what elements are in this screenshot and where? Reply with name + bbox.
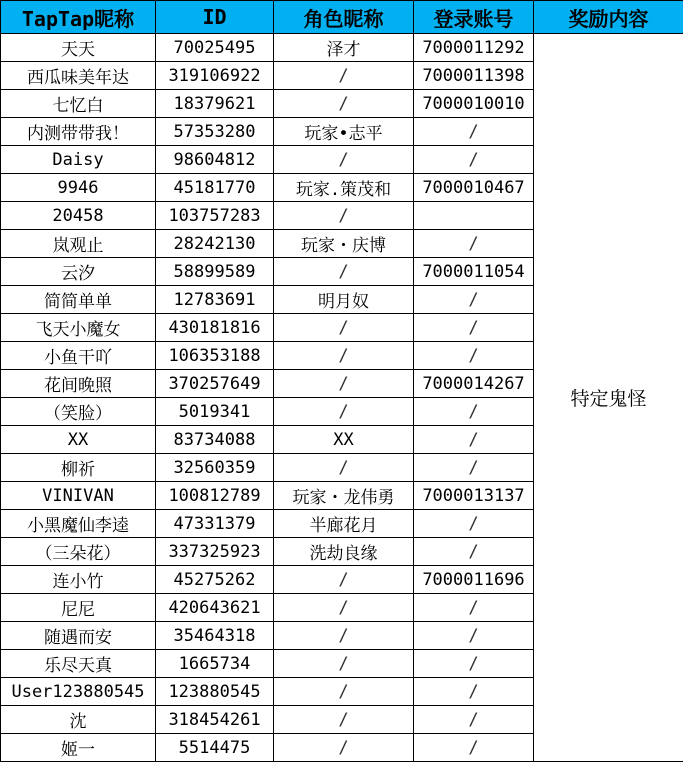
- taptap-nickname-cell: 9946: [1, 174, 156, 202]
- role-nickname-cell: /: [274, 622, 414, 650]
- login-account-cell: /: [414, 118, 534, 146]
- login-account-cell: /: [414, 398, 534, 426]
- login-account-cell: /: [414, 538, 534, 566]
- id-cell: 1665734: [156, 650, 274, 678]
- taptap-nickname-cell: 小黑魔仙李逵: [1, 510, 156, 538]
- login-account-cell: /: [414, 230, 534, 258]
- taptap-nickname-cell: 沈: [1, 706, 156, 734]
- login-account-cell: /: [414, 286, 534, 314]
- role-nickname-cell: /: [274, 314, 414, 342]
- id-cell: 32560359: [156, 454, 274, 482]
- login-account-cell: 7000011398: [414, 62, 534, 90]
- taptap-nickname-cell: 简简单单: [1, 286, 156, 314]
- role-nickname-cell: 半廊花月: [274, 510, 414, 538]
- role-nickname-cell: 玩家・庆博: [274, 230, 414, 258]
- login-account-cell: 7000010010: [414, 90, 534, 118]
- taptap-nickname-cell: Daisy: [1, 146, 156, 174]
- role-nickname-cell: /: [274, 258, 414, 286]
- taptap-nickname-cell: User123880545: [1, 678, 156, 706]
- id-cell: 47331379: [156, 510, 274, 538]
- login-account-cell: /: [414, 342, 534, 370]
- role-nickname-cell: 泽才: [274, 34, 414, 62]
- login-account-cell: 7000010467: [414, 174, 534, 202]
- table-body: [1, 34, 683, 762]
- id-cell: 28242130: [156, 230, 274, 258]
- login-account-cell: /: [414, 622, 534, 650]
- role-nickname-cell: /: [274, 90, 414, 118]
- id-cell: 106353188: [156, 342, 274, 370]
- taptap-nickname-cell: XX: [1, 426, 156, 454]
- header-row: [1, 1, 683, 34]
- reward-cell: 特定鬼怪: [534, 34, 683, 762]
- role-nickname-cell: /: [274, 650, 414, 678]
- taptap-nickname-cell: 飞天小魔女: [1, 314, 156, 342]
- role-nickname-cell: 玩家・龙伟勇: [274, 482, 414, 510]
- taptap-nickname-cell: 花间晚照: [1, 370, 156, 398]
- id-cell: 58899589: [156, 258, 274, 286]
- login-account-cell: /: [414, 314, 534, 342]
- login-account-cell: 7000011054: [414, 258, 534, 286]
- id-cell: 83734088: [156, 426, 274, 454]
- role-nickname-cell: /: [274, 398, 414, 426]
- role-nickname-cell: /: [274, 454, 414, 482]
- login-account-cell: 7000011292: [414, 34, 534, 62]
- role-nickname-cell: /: [274, 370, 414, 398]
- login-account-cell: 7000014267: [414, 370, 534, 398]
- taptap-nickname-cell: 随遇而安: [1, 622, 156, 650]
- login-account-cell: /: [414, 510, 534, 538]
- taptap-nickname-cell: 七忆白: [1, 90, 156, 118]
- role-nickname-cell: /: [274, 146, 414, 174]
- taptap-nickname-cell: 云汐: [1, 258, 156, 286]
- taptap-nickname-cell: （笑脸）: [1, 398, 156, 426]
- id-cell: 370257649: [156, 370, 274, 398]
- id-cell: 318454261: [156, 706, 274, 734]
- login-account-cell: /: [414, 454, 534, 482]
- role-nickname-cell: 洗劫良缘: [274, 538, 414, 566]
- id-cell: 337325923: [156, 538, 274, 566]
- taptap-nickname-cell: 内测带带我！: [1, 118, 156, 146]
- header-taptap-nickname: TapTap昵称: [1, 1, 156, 34]
- login-account-cell: 7000013137: [414, 482, 534, 510]
- login-account-cell: /: [414, 146, 534, 174]
- taptap-nickname-cell: 20458: [1, 202, 156, 230]
- role-nickname-cell: /: [274, 594, 414, 622]
- login-account-cell: /: [414, 678, 534, 706]
- taptap-nickname-cell: 柳祈: [1, 454, 156, 482]
- role-nickname-cell: 玩家.策茂和: [274, 174, 414, 202]
- header-reward: 奖励内容: [534, 1, 683, 34]
- role-nickname-cell: /: [274, 62, 414, 90]
- id-cell: 319106922: [156, 62, 274, 90]
- id-cell: 12783691: [156, 286, 274, 314]
- role-nickname-cell: /: [274, 734, 414, 762]
- id-cell: 5514475: [156, 734, 274, 762]
- id-cell: 45275262: [156, 566, 274, 594]
- header-role-nickname: 角色昵称: [274, 1, 414, 34]
- id-cell: 103757283: [156, 202, 274, 230]
- taptap-nickname-cell: 天天: [1, 34, 156, 62]
- id-cell: 98604812: [156, 146, 274, 174]
- taptap-nickname-cell: 乐尽天真: [1, 650, 156, 678]
- login-account-cell: /: [414, 734, 534, 762]
- login-account-cell: /: [414, 650, 534, 678]
- role-nickname-cell: /: [274, 706, 414, 734]
- login-account-cell: [414, 202, 534, 230]
- taptap-nickname-cell: 岚观止: [1, 230, 156, 258]
- taptap-nickname-cell: 小鱼干吖: [1, 342, 156, 370]
- id-cell: 100812789: [156, 482, 274, 510]
- login-account-cell: /: [414, 706, 534, 734]
- id-cell: 57353280: [156, 118, 274, 146]
- header-id: ID: [156, 1, 274, 34]
- taptap-nickname-cell: 姬一: [1, 734, 156, 762]
- id-cell: 123880545: [156, 678, 274, 706]
- id-cell: 430181816: [156, 314, 274, 342]
- role-nickname-cell: /: [274, 202, 414, 230]
- role-nickname-cell: /: [274, 678, 414, 706]
- id-cell: 420643621: [156, 594, 274, 622]
- id-cell: 45181770: [156, 174, 274, 202]
- role-nickname-cell: XX: [274, 426, 414, 454]
- login-account-cell: 7000011696: [414, 566, 534, 594]
- table-row: [1, 34, 683, 62]
- id-cell: 18379621: [156, 90, 274, 118]
- taptap-nickname-cell: 尼尼: [1, 594, 156, 622]
- id-cell: 5019341: [156, 398, 274, 426]
- id-cell: 70025495: [156, 34, 274, 62]
- role-nickname-cell: /: [274, 566, 414, 594]
- header-login-account: 登录账号: [414, 1, 534, 34]
- taptap-nickname-cell: 西瓜味美年达: [1, 62, 156, 90]
- taptap-nickname-cell: VINIVAN: [1, 482, 156, 510]
- taptap-nickname-cell: （三朵花）: [1, 538, 156, 566]
- role-nickname-cell: 玩家•志平: [274, 118, 414, 146]
- role-nickname-cell: 明月奴: [274, 286, 414, 314]
- taptap-nickname-cell: 连小竹: [1, 566, 156, 594]
- id-cell: 35464318: [156, 622, 274, 650]
- role-nickname-cell: /: [274, 342, 414, 370]
- login-account-cell: /: [414, 594, 534, 622]
- login-account-cell: /: [414, 426, 534, 454]
